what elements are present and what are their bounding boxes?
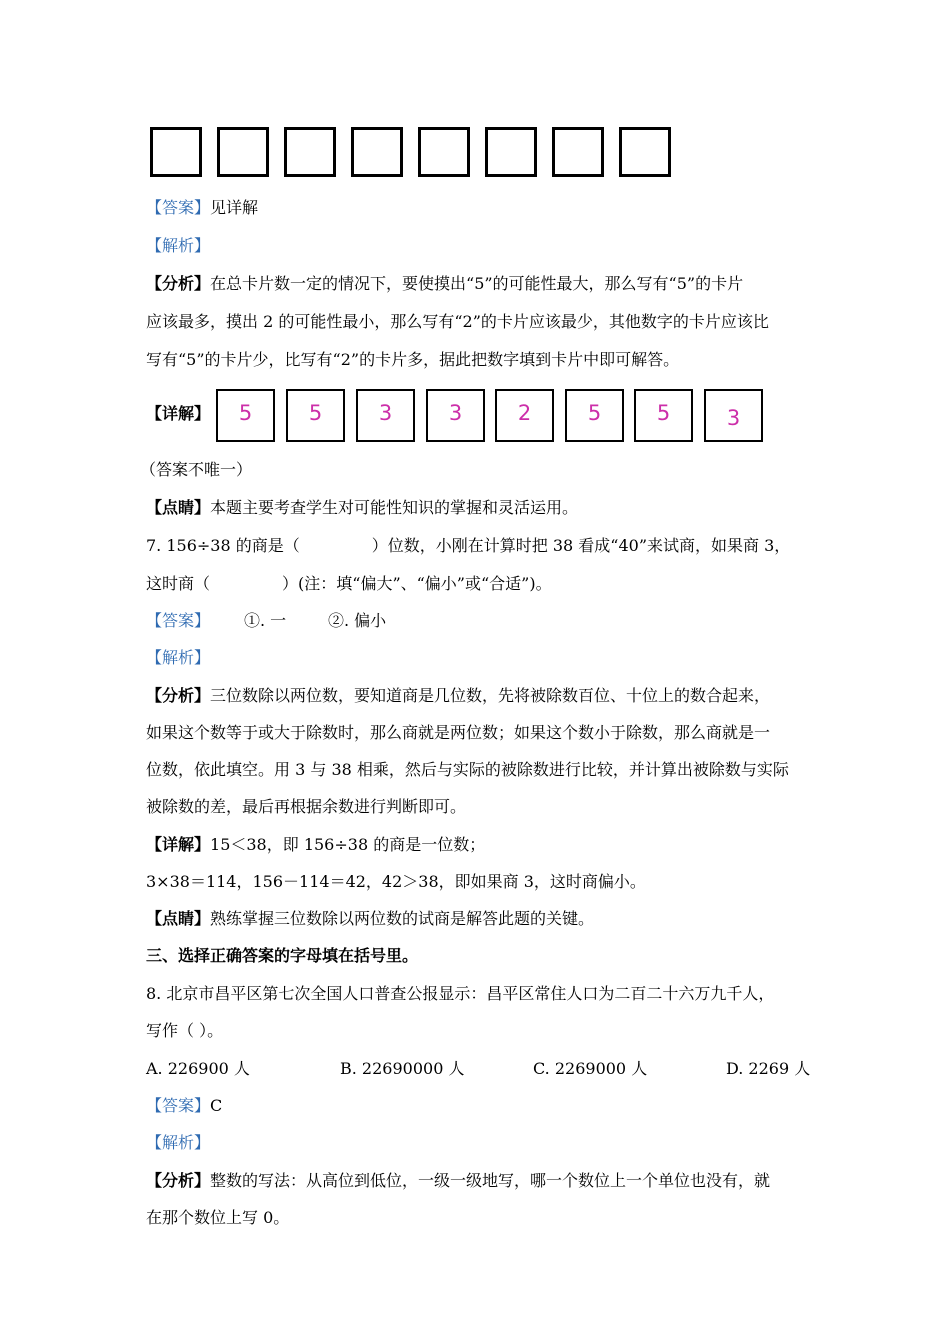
number-card: 5 xyxy=(216,389,275,442)
q6-analysis-line: 写有“5”的卡片少，比写有“2”的卡片多，据此把数字填到卡片中即可解答。 xyxy=(146,350,680,369)
q7-analysis-line: 如果这个数等于或大于除数时，那么商就是两位数；如果这个数小于除数，那么商就是一 xyxy=(146,723,771,742)
section-heading: 三、选择正确答案的字母填在括号里。 xyxy=(146,946,419,965)
jiexi-tag: 【解析】 xyxy=(146,648,211,667)
empty-card-box xyxy=(485,127,537,177)
q6-answer-line xyxy=(146,198,258,218)
jiexi-tag: 【解析】 xyxy=(146,236,211,255)
q8-analysis-line: 在那个数位上写 0。 xyxy=(146,1208,290,1227)
answer-tag: 【答案】 xyxy=(146,198,211,217)
analysis-tag: 【分析】 xyxy=(146,1171,211,1190)
point-tag: 【点睛】 xyxy=(146,498,211,517)
q7-analysis-line: 被除数的差，最后再根据余数进行判断即可。 xyxy=(146,797,467,816)
number-card: 2 xyxy=(495,389,554,442)
q7-question-line: 7. 156÷38 的商是（ ）位数，小刚在计算时把 38 看成“40”来试商，如果商 3， xyxy=(146,536,791,555)
q7-answer-line xyxy=(146,611,210,631)
q6-analysis-line: 【分析】在总卡片数一定的情况下，要使摸出“5”的可能性最大，那么写有“5”的卡片 xyxy=(146,274,744,293)
empty-card-box xyxy=(351,127,403,177)
answer-item: ②. 偏小 xyxy=(328,611,387,630)
q7-analysis-line: 位数，依此填空。用 3 与 38 相乘，然后与实际的被除数进行比较，并计算出被除数与实际 xyxy=(146,760,789,779)
answer-not-unique: （答案不唯一） xyxy=(140,460,253,479)
q7-analysis-line: 【分析】三位数除以两位数，要知道商是几位数，先将被除数百位、十位上的数合起来， xyxy=(146,686,771,705)
q8-question-line: 写作（ ）。 xyxy=(146,1021,224,1040)
empty-card-box xyxy=(284,127,336,177)
point-tag: 【点睛】 xyxy=(146,909,211,928)
q8-analysis-line: 【分析】整数的写法：从高位到低位，一级一级地写，哪一个数位上一个单位也没有，就 xyxy=(146,1171,771,1190)
detail-tag: 【详解】 xyxy=(146,835,211,854)
empty-card-box xyxy=(418,127,470,177)
answer-text: C xyxy=(210,1096,223,1115)
answer-text: 见详解 xyxy=(210,198,259,217)
number-card: 5 xyxy=(565,389,624,442)
empty-card-box xyxy=(552,127,604,177)
number-card: 3 xyxy=(704,389,763,442)
empty-card-box xyxy=(619,127,671,177)
option-b: B. 22690000 人 xyxy=(340,1059,465,1078)
q7-detail-line: 3×38＝114，156－114＝42，42＞38，即如果商 3，这时商偏小。 xyxy=(146,872,646,891)
q7-detail-line: 【详解】15＜38，即 156÷38 的商是一位数； xyxy=(146,835,486,854)
q7-point-line: 【点睛】熟练掌握三位数除以两位数的试商是解答此题的关键。 xyxy=(146,909,595,928)
q6-analysis-line: 应该最多，摸出 2 的可能性最小，那么写有“2”的卡片应该最少，其他数字的卡片应该比 xyxy=(146,312,769,331)
analysis-tag: 【分析】 xyxy=(146,686,211,705)
analysis-tag: 【分析】 xyxy=(146,274,211,293)
number-card: 5 xyxy=(286,389,345,442)
q7-question-line: 这时商（ ）(注：填“偏大”、“偏小”或“合适”)。 xyxy=(146,574,552,593)
option-d: D. 2269 人 xyxy=(726,1059,811,1078)
answer-tag: 【答案】 xyxy=(146,611,211,630)
detail-tag: 【详解】 xyxy=(146,404,211,423)
number-card: 3 xyxy=(356,389,415,442)
q6-point-line: 【点睛】本题主要考查学生对可能性知识的掌握和灵活运用。 xyxy=(146,498,579,517)
q8-question-line: 8. 北京市昌平区第七次全国人口普查公报显示：昌平区常住人口为二百二十六万九千人， xyxy=(146,984,775,1003)
answer-tag: 【答案】 xyxy=(146,1096,211,1115)
number-card: 5 xyxy=(634,389,693,442)
option-c: C. 2269000 人 xyxy=(533,1059,648,1078)
number-card: 3 xyxy=(426,389,485,442)
answer-item: ①. 一 xyxy=(244,611,287,630)
option-a: A. 226900 人 xyxy=(146,1059,250,1078)
jiexi-tag: 【解析】 xyxy=(146,1133,211,1152)
empty-card-box xyxy=(150,127,202,177)
q8-answer-line xyxy=(146,1096,222,1116)
empty-card-box xyxy=(217,127,269,177)
